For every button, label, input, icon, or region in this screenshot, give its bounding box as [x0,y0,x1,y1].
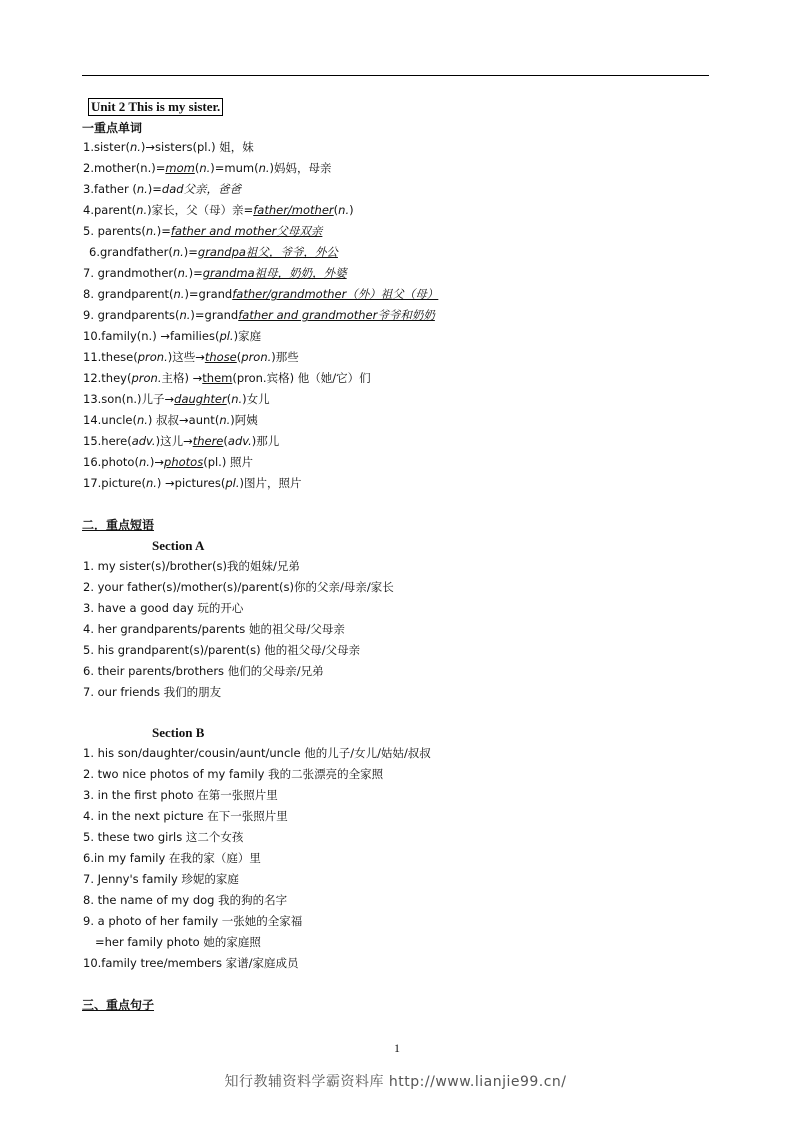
word-item: 16.photo(n.)→photos(pl.) 照片 [83,455,253,469]
phrase-item: 1. my sister(s)/brother(s)我的姐妹/兄弟 [83,559,300,573]
phrase-item: 10.family tree/members 家谱/家庭成员 [83,956,299,970]
phrase-item: 7. Jenny's family 珍妮的家庭 [83,872,239,886]
word-item: 10.family(n.) →families(pl.)家庭 [83,329,262,343]
phrase-item: 8. the name of my dog 我的狗的名字 [83,893,288,907]
key-words-heading: 一重点单词 [82,121,143,135]
phrase-item: 3. in the first photo 在第一张照片里 [83,788,278,802]
phrase-item: 6. their parents/brothers 他们的父母亲/兄弟 [83,664,324,678]
phrase-item: 4. in the next picture 在下一张照片里 [83,809,288,823]
unit-title: Unit 2 This is my sister. [88,98,223,116]
word-item: 5. parents(n.)=father and mother父母双亲 [83,224,323,238]
word-item: 9. grandparents(n.)=grandfather and grandmother爷爷和奶奶 [83,308,435,322]
word-item: 1.sister(n.)→sisters(pl.) 姐，妹 [83,140,254,154]
watermark-footer: 知行教辅资料学霸资料库 http://www.lianjie99.cn/ [224,1074,567,1090]
word-item: 17.picture(n.) →pictures(pl.)图片，照片 [83,476,302,490]
key-sentences-heading: 三、重点句子 [82,998,155,1012]
phrase-item: 5. his grandparent(s)/parent(s) 他的祖父母/父母亲 [83,643,361,657]
word-item: 3.father (n.)=dad父亲，爸爸 [83,182,242,196]
phrase-item: 9. a photo of her family 一张她的全家福 [83,914,303,928]
word-item: 4.parent(n.)家长，父（母）亲=father/mother(n.) [83,203,354,217]
phrase-item: 1. his son/daughter/cousin/aunt/uncle 他的儿子/女儿/姑姑/叔叔 [83,746,431,760]
page-number: 1 [394,1041,400,1055]
phrase-item: 2. two nice photos of my family 我的二张漂亮的全家照 [83,767,384,781]
header-rule [82,75,709,76]
word-item: 6.grandfather(n.)=grandpa祖父，爷爷，外公 [89,245,338,259]
section-b-heading: Section B [152,725,205,740]
word-item: 2.mother(n.)=mom(n.)=mum(n.)妈妈，母亲 [83,161,332,175]
word-item: 13.son(n.)儿子→daughter(n.)女儿 [83,392,270,406]
phrase-item: 5. these two girls 这二个女孩 [83,830,244,844]
word-item: 8. grandparent(n.)=grandfather/grandmother（外）祖父（母） [83,287,439,301]
phrase-item: 6.in my family 在我的家（庭）里 [83,851,261,865]
phrase-item: 7. our friends 我们的朋友 [83,685,222,699]
word-item: 7. grandmother(n.)=grandma祖母，奶奶，外婆 [83,266,347,280]
word-item: 15.here(adv.)这儿→there(adv.)那儿 [83,434,280,448]
section-a-heading: Section A [152,538,205,553]
key-phrases-heading: 二．重点短语 [82,518,155,532]
phrase-item: =her family photo 她的家庭照 [95,935,261,949]
word-item: 12.they(pron.主格) →them(pron.宾格) 他（她/它）们 [83,371,371,385]
phrase-item: 4. her grandparents/parents 她的祖父母/父母亲 [83,622,345,636]
phrase-item: 2. your father(s)/mother(s)/parent(s)你的父亲/母亲/家长 [83,580,394,594]
word-item: 11.these(pron.)这些→those(pron.)那些 [83,350,299,364]
word-item: 14.uncle(n.) 叔叔→aunt(n.)阿姨 [83,413,258,427]
phrase-item: 3. have a good day 玩的开心 [83,601,244,615]
